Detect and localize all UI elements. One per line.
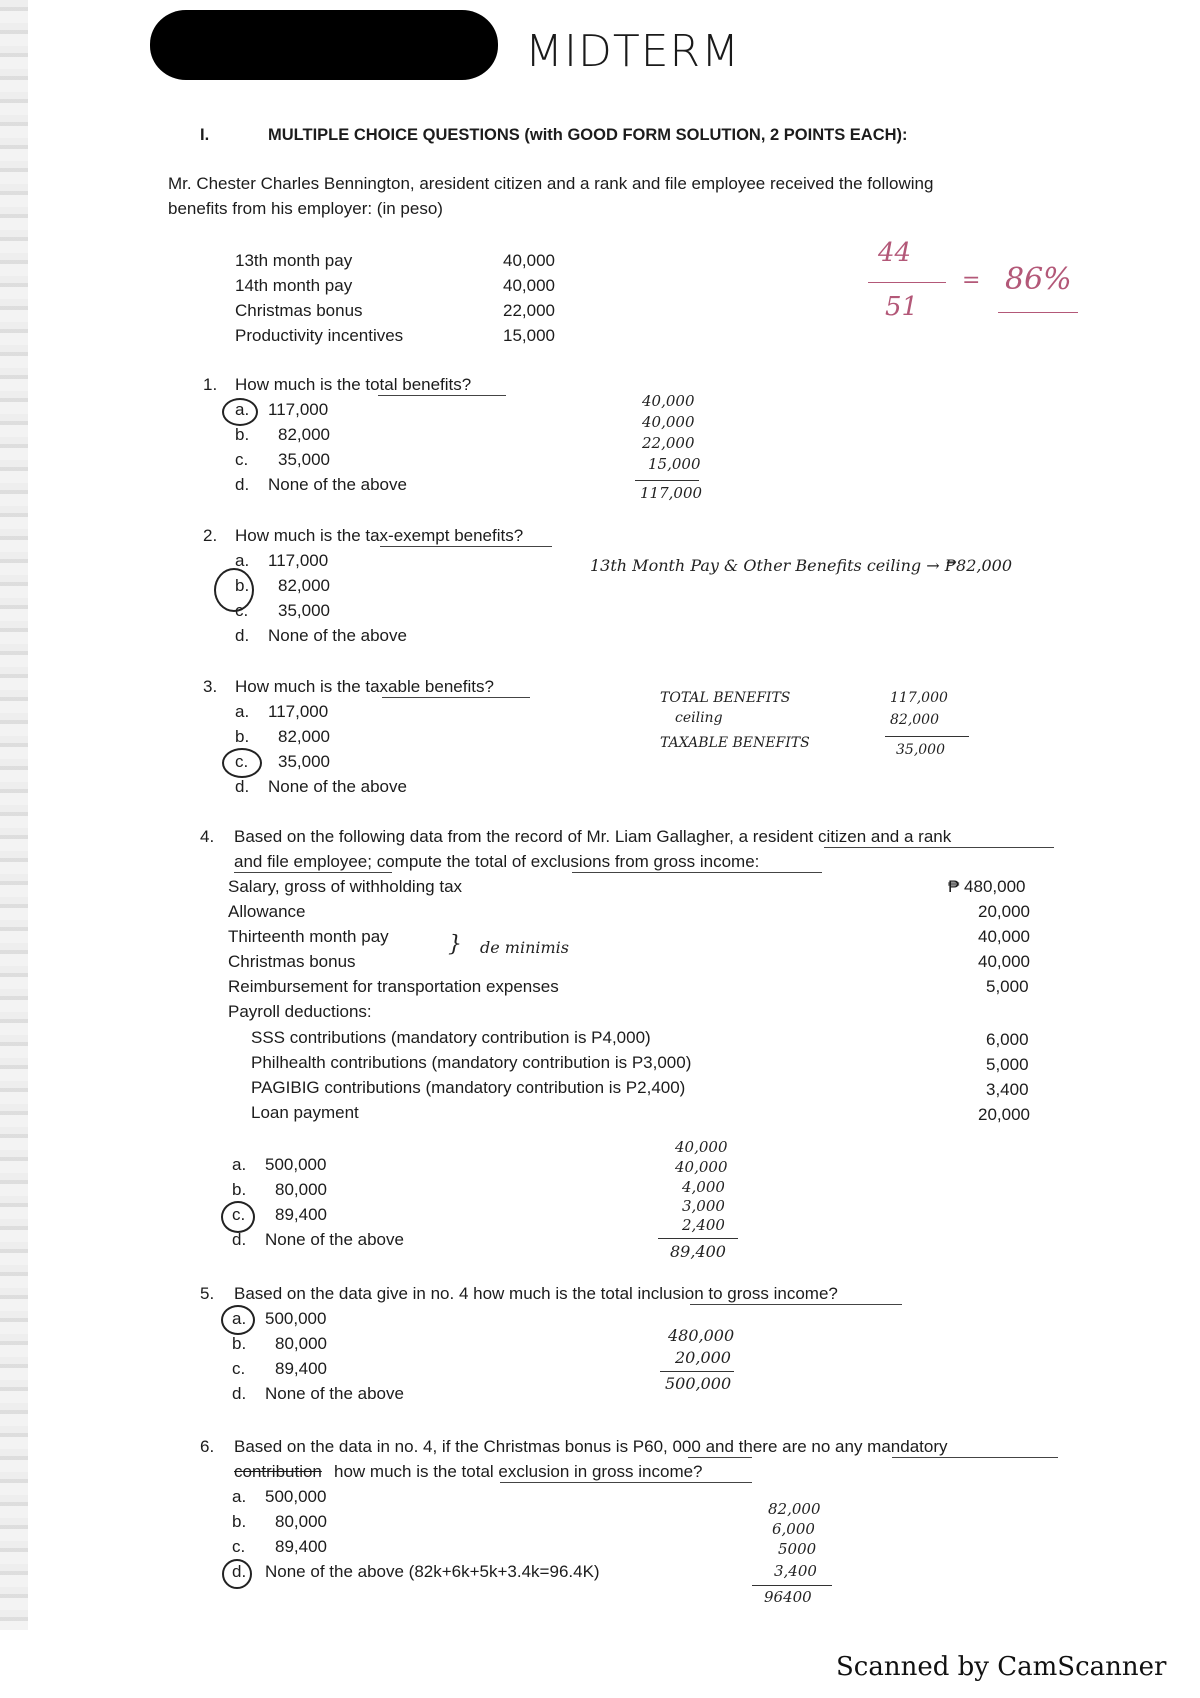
work-total: 500,000: [665, 1374, 732, 1393]
work-line: 2,400: [682, 1216, 725, 1234]
option-letter: b.: [232, 1180, 247, 1199]
handwritten-underline: [572, 872, 822, 873]
work-value: 82,000: [890, 712, 939, 728]
option-b[interactable]: 80,000: [275, 1334, 327, 1353]
work-value: 117,000: [890, 690, 948, 706]
work-line: 5000: [778, 1540, 817, 1558]
option-a[interactable]: 500,000: [265, 1155, 327, 1174]
option-c[interactable]: 89,400: [275, 1359, 327, 1378]
option-letter: b.: [235, 425, 250, 444]
work-total: 96400: [764, 1588, 812, 1606]
option-letter: b.: [235, 576, 250, 595]
data-label: Loan payment: [251, 1103, 359, 1122]
handwritten-underline: [382, 697, 530, 698]
option-letter: b.: [235, 727, 250, 746]
benefit-amount: 15,000: [503, 326, 555, 345]
question-text: How much is the taxable benefits?: [235, 677, 494, 696]
option-letter: d.: [232, 1230, 247, 1249]
question-text: How much is the total benefits?: [235, 375, 472, 394]
option-letter: d.: [235, 475, 250, 494]
benefit-label: 13th month pay: [235, 251, 353, 270]
scan-edge-noise: [0, 0, 28, 1630]
option-a[interactable]: 117,000: [268, 551, 329, 570]
work-label: TOTAL BENEFITS: [660, 690, 791, 706]
brace-mark: }: [448, 932, 462, 957]
question-text-line-1: Based on the data in no. 4, if the Christmas bonus is P60, 000 and there are no any mandatory: [234, 1437, 948, 1456]
score-equals: =: [962, 268, 981, 293]
option-letter: c.: [235, 601, 249, 620]
score-result: 86%: [1005, 262, 1072, 297]
work-line: 40,000: [642, 392, 695, 410]
score-numerator: 44: [878, 238, 912, 268]
answer-circle: [222, 398, 258, 426]
work-line: 40,000: [642, 413, 695, 431]
option-c[interactable]: 35,000: [278, 752, 330, 771]
handwritten-underline: [378, 395, 506, 396]
data-amount: ₱ 480,000: [948, 877, 1026, 896]
camscanner-watermark: Scanned by CamScanner: [836, 1652, 1167, 1682]
work-label: ceiling: [675, 710, 723, 726]
section-number: I.: [200, 126, 210, 144]
work-line: 6,000: [772, 1520, 815, 1538]
benefit-label: 14th month pay: [235, 276, 353, 295]
option-a[interactable]: 500,000: [265, 1309, 327, 1328]
handwritten-underline: [690, 1304, 902, 1305]
question-number: 2.: [203, 526, 218, 545]
benefit-label: Productivity incentives: [235, 326, 404, 345]
work-total: 117,000: [640, 484, 703, 502]
score-fraction-bar: [868, 282, 946, 283]
work-line: 40,000: [675, 1138, 728, 1156]
option-letter: d.: [235, 626, 250, 645]
sum-line: [658, 1238, 738, 1239]
work-label: TAXABLE BENEFITS: [660, 735, 810, 751]
option-c[interactable]: 89,400: [275, 1537, 327, 1556]
data-label: Philhealth contributions (mandatory contribution is P3,000): [251, 1053, 692, 1072]
data-amount: 3,400: [986, 1080, 1029, 1099]
question-text-line-2: and file employee; compute the total of exclusions from gross income:: [234, 852, 760, 871]
data-amount: 5,000: [986, 1055, 1029, 1074]
option-letter: c.: [235, 752, 249, 771]
option-letter: a.: [232, 1487, 247, 1506]
sum-line: [635, 480, 699, 481]
benefit-label: Christmas bonus: [235, 301, 363, 320]
option-letter: c.: [232, 1205, 246, 1224]
sum-line: [885, 736, 969, 737]
work-note: 13th Month Pay & Other Benefits ceiling → ₱82,000: [590, 556, 1012, 575]
option-b[interactable]: 82,000: [278, 425, 330, 444]
score-denominator: 51: [885, 292, 919, 322]
handwritten-underline: [688, 1457, 752, 1458]
option-letter: b.: [232, 1334, 247, 1353]
option-a[interactable]: 117,000: [268, 702, 329, 721]
option-d[interactable]: None of the above (82k+6k+5k+3.4k=96.4K): [265, 1562, 600, 1581]
intro-line-2: benefits from his employer: (in peso): [168, 199, 443, 218]
option-d[interactable]: None of the above: [265, 1384, 404, 1403]
data-label: Payroll deductions:: [228, 1002, 372, 1021]
handwritten-underline: [234, 872, 392, 873]
page-title: MIDTERM: [525, 26, 741, 77]
option-b[interactable]: 82,000: [278, 727, 330, 746]
sum-line: [660, 1371, 734, 1372]
option-b[interactable]: 80,000: [275, 1512, 327, 1531]
data-label: Christmas bonus: [228, 952, 356, 971]
data-amount: 20,000: [978, 902, 1030, 921]
option-letter: a.: [235, 551, 250, 570]
work-line: 82,000: [768, 1500, 821, 1518]
option-c[interactable]: 35,000: [278, 450, 330, 469]
question-number: 1.: [203, 375, 218, 394]
option-letter: a.: [235, 702, 250, 721]
option-a[interactable]: 500,000: [265, 1487, 327, 1506]
question-number: 5.: [200, 1284, 215, 1303]
data-amount: 40,000: [978, 952, 1030, 971]
data-label: PAGIBIG contributions (mandatory contribution is P2,400): [251, 1078, 686, 1097]
option-letter: c.: [232, 1537, 246, 1556]
score-underline: [998, 312, 1078, 313]
work-line: 480,000: [668, 1326, 735, 1345]
option-letter: c.: [235, 450, 249, 469]
option-letter: d.: [232, 1384, 247, 1403]
option-d[interactable]: None of the above: [268, 475, 407, 494]
answer-circle: [221, 1305, 255, 1335]
option-c[interactable]: 35,000: [278, 601, 330, 620]
handwritten-note: de minimis: [480, 938, 570, 957]
work-line: 4,000: [682, 1178, 725, 1196]
benefit-amount: 22,000: [503, 301, 555, 320]
work-line: 40,000: [675, 1158, 728, 1176]
benefit-amount: 40,000: [503, 276, 555, 295]
intro-line-1: Mr. Chester Charles Bennington, aresident citizen and a rank and file employee received the following: [168, 174, 934, 193]
question-number: 4.: [200, 827, 215, 846]
handwritten-underline: [824, 847, 1054, 848]
option-letter: b.: [232, 1512, 247, 1531]
answer-circle: [222, 1559, 252, 1589]
option-b[interactable]: 82,000: [278, 576, 330, 595]
benefit-amount: 40,000: [503, 251, 555, 270]
handwritten-underline: [380, 546, 552, 547]
answer-circle: [222, 748, 262, 778]
question-number: 3.: [203, 677, 218, 696]
option-letter: a.: [232, 1155, 247, 1174]
work-line: 22,000: [642, 434, 695, 452]
data-label: Salary, gross of withholding tax: [228, 877, 463, 896]
work-line: 20,000: [675, 1348, 731, 1367]
work-total: 35,000: [896, 742, 945, 758]
option-d[interactable]: None of the above: [265, 1230, 404, 1249]
struck-word: contribution: [234, 1462, 322, 1481]
data-label: Reimbursement for transportation expenses: [228, 977, 559, 996]
question-text: Based on the data give in no. 4 how much is the total inclusion to gross income?: [234, 1284, 838, 1303]
work-line: 3,400: [774, 1562, 817, 1580]
option-c[interactable]: 89,400: [275, 1205, 327, 1224]
option-letter: a.: [235, 400, 250, 419]
question-text-line-1: Based on the following data from the record of Mr. Liam Gallagher, a resident citizen and a rank: [234, 827, 952, 846]
work-line: 15,000: [648, 455, 701, 473]
option-letter: d.: [235, 777, 250, 796]
data-amount: 40,000: [978, 927, 1030, 946]
option-letter: a.: [232, 1309, 247, 1328]
option-d[interactable]: None of the above: [268, 777, 407, 796]
question-text-line-2: how much is the total exclusion in gross income?: [334, 1462, 703, 1481]
option-letter: d.: [232, 1562, 247, 1581]
handwritten-underline: [892, 1457, 1058, 1458]
data-label: Thirteenth month pay: [228, 927, 389, 946]
handwritten-underline: [500, 1482, 752, 1483]
data-amount: 6,000: [986, 1030, 1029, 1049]
section-heading: MULTIPLE CHOICE QUESTIONS (with GOOD FORM SOLUTION, 2 POINTS EACH):: [268, 126, 908, 144]
data-label: Allowance: [228, 902, 306, 921]
sum-line: [752, 1585, 832, 1586]
option-b[interactable]: 80,000: [275, 1180, 327, 1199]
data-amount: 20,000: [978, 1105, 1030, 1124]
data-label: SSS contributions (mandatory contribution is P4,000): [251, 1028, 651, 1047]
redacted-name-block: [150, 10, 498, 80]
option-letter: c.: [232, 1359, 246, 1378]
option-d[interactable]: None of the above: [268, 626, 407, 645]
option-a[interactable]: 117,000: [268, 400, 329, 419]
question-number: 6.: [200, 1437, 215, 1456]
data-amount: 5,000: [986, 977, 1029, 996]
work-line: 3,000: [682, 1197, 725, 1215]
work-total: 89,400: [670, 1242, 726, 1261]
question-text: How much is the tax-exempt benefits?: [235, 526, 524, 545]
